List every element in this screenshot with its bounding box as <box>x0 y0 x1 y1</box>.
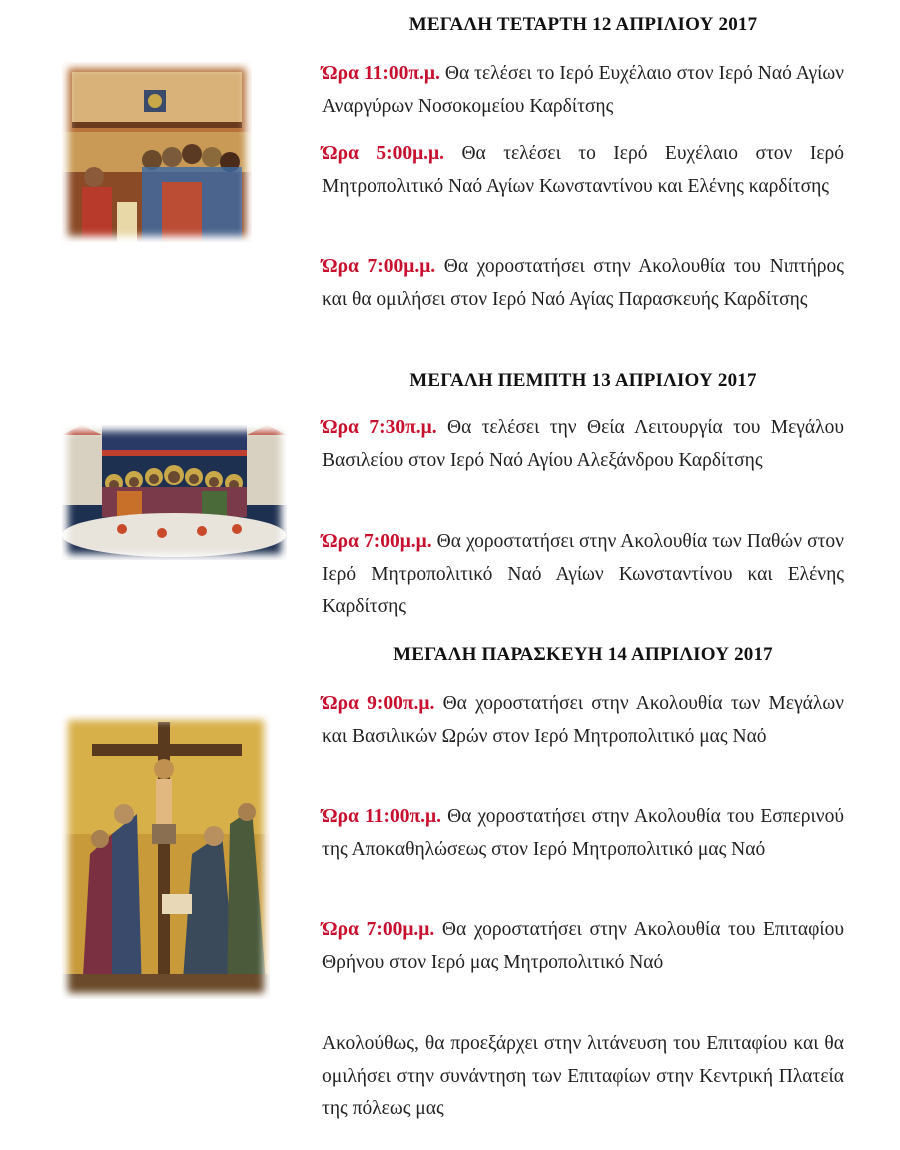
crucifixion-icon <box>62 714 270 999</box>
heading-wednesday: ΜΕΓΑΛΗ ΤΕΤΑΡΤΗ 12 ΑΠΡΙΛΙΟΥ 2017 <box>408 14 758 35</box>
entry-text: Θα χοροστατήσει στην Ακολουθία του Εσπερινού της Αποκαθηλώσεως στον Ιερό Μητροπολιτικό μας Ναό <box>322 806 844 860</box>
entry-wed-1 <box>322 58 844 123</box>
entry-text: Θα χοροστατήσει στην Ακολουθία των Παθών στον Ιερό Μητροπολιτικό Ναό Αγίων Κωνσταντίνου και Ελένης Καρδίτσης <box>322 531 844 617</box>
entry-time: Ώρα 7:00μ.μ. <box>322 919 435 940</box>
entry-thu-2 <box>322 526 844 624</box>
entry-text: Θα τελέσει το Ιερό Ευχέλαιο στον Ιερό Ναό Αγίων Αναργύρων Νοσοκομείου Καρδίτσης <box>322 63 845 117</box>
entry-text: Θα χοροστατήσει στην Ακολουθία των Μεγάλων και Βασιλικών Ωρών στον Ιερό Μητροπολιτικό μας Ναό <box>322 693 845 747</box>
closing-paragraph: Ακολούθως, θα προεξάρχει στην λιτάνευση του Επιταφίου και θα ομιλήσει στην συνάντηση των Επιταφίων στην Κεντρική Πλατεία της πόλεως μας <box>322 1033 844 1119</box>
entry-time: Ώρα 5:00μ.μ. <box>322 143 444 164</box>
entry-time: Ώρα 9:00π.μ. <box>322 693 435 714</box>
entry-time: Ώρα 11:00π.μ. <box>322 63 440 84</box>
entry-fri-1 <box>322 688 844 753</box>
entry-thu-1 <box>322 412 844 477</box>
entry-text: Θα τελέσει το Ιερό Ευχέλαιο στον Ιερό Μητροπολιτικό Ναό Αγίων Κωνσταντίνου και Ελένης καρδίτσης <box>322 143 844 197</box>
entry-wed-2 <box>322 138 844 203</box>
entry-time: Ώρα 11:00π.μ. <box>322 806 441 827</box>
entry-fri-3 <box>322 914 844 979</box>
entry-time: Ώρα 7:00μ.μ. <box>322 256 436 277</box>
heading-thursday: ΜΕΓΑΛΗ ΠΕΜΠΤΗ 13 ΑΠΡΙΛΙΟΥ 2017 <box>409 370 757 391</box>
entry-wed-3 <box>322 251 844 316</box>
last-supper-icon <box>62 425 287 560</box>
entry-text: Θα τελέσει την Θεία Λειτουργία του Μεγάλου Βασιλείου στον Ιερό Ναό Αγίου Αλεξάνδρου Καρδίτσης <box>322 417 845 471</box>
entry-fri-2 <box>322 801 844 866</box>
entry-text: Θα χοροστατήσει στην Ακολουθία του Επιταφίου Θρήνου στον Ιερό μας Μητροπολιτικό Ναό <box>322 919 844 973</box>
entry-time: Ώρα 7:00μ.μ. <box>322 531 432 552</box>
entry-time: Ώρα 7:30π.μ. <box>322 417 437 438</box>
entry-text: Θα χοροστατήσει στην Ακολουθία του Νιπτήρος και θα ομιλήσει στον Ιερό Ναό Αγίας Παρασκευής Καρδίτσης <box>322 256 844 310</box>
heading-friday: ΜΕΓΑΛΗ ΠΑΡΑΣΚΕΥΗ 14 ΑΠΡΙΛΙΟΥ 2017 <box>393 644 773 665</box>
washing-of-feet-icon <box>62 62 252 242</box>
